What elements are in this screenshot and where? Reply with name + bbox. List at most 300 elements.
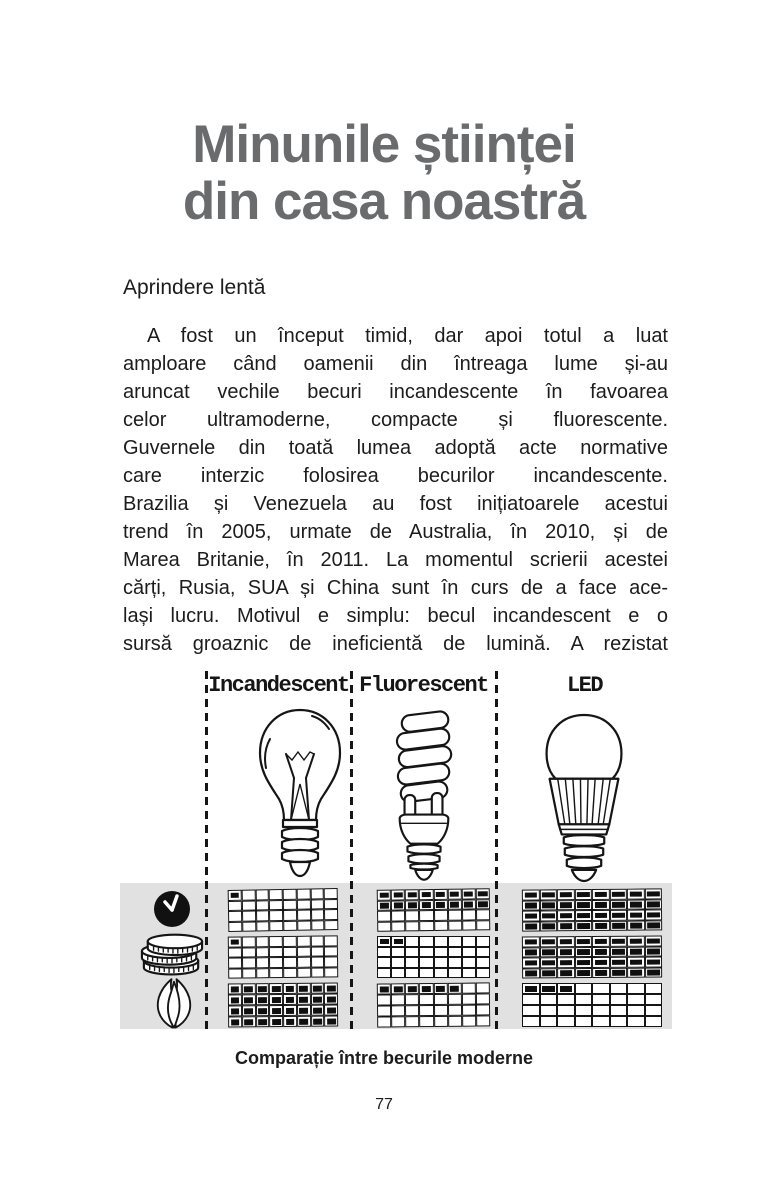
grid-cell xyxy=(419,889,433,900)
grid-cell xyxy=(242,1016,256,1027)
grid-cell xyxy=(462,994,476,1005)
grid-cell xyxy=(405,889,419,900)
grid-cell xyxy=(228,994,242,1005)
grid-cell xyxy=(592,946,610,957)
grid-cell xyxy=(433,983,447,994)
grid-cell xyxy=(228,968,242,979)
grid-cell xyxy=(434,1005,448,1016)
grid-cell xyxy=(283,994,297,1005)
grid-cell xyxy=(324,909,338,920)
grid-cell xyxy=(557,921,575,932)
grid-cell xyxy=(476,888,490,899)
grid-cell xyxy=(324,920,338,931)
grid-cell xyxy=(297,946,311,957)
led-bulb-drawing xyxy=(531,711,637,883)
grid-cell xyxy=(405,968,419,979)
grid-cell xyxy=(391,994,405,1005)
grid-cell xyxy=(644,936,662,947)
grid-cell xyxy=(241,889,255,900)
grid-cell xyxy=(433,899,447,910)
grid-cell xyxy=(592,1016,610,1027)
grid-cell xyxy=(391,968,405,979)
grid-cell xyxy=(269,957,283,968)
grid-cell xyxy=(324,956,338,967)
grid-cell xyxy=(269,936,283,947)
grid-cell xyxy=(269,889,283,900)
grid-cell xyxy=(324,935,338,946)
grid-cell xyxy=(609,946,627,957)
grid-cell xyxy=(476,899,490,910)
grid-cell xyxy=(522,910,540,921)
grid-cell xyxy=(448,994,462,1005)
grid-cell xyxy=(283,946,297,957)
grid-cell xyxy=(242,1005,256,1016)
grid-cell xyxy=(297,983,311,994)
grid-cell xyxy=(324,967,338,978)
grid-cell xyxy=(645,967,663,978)
grid-cell xyxy=(644,888,662,899)
incandescent-bulb-drawing xyxy=(250,705,350,883)
grid-cell xyxy=(434,947,448,958)
grid-flame-incandescent xyxy=(228,983,338,1028)
grid-cell xyxy=(405,910,419,921)
grid-cell xyxy=(405,936,419,947)
grid-cell xyxy=(391,983,405,994)
flame-icon xyxy=(148,975,200,1031)
grid-cell xyxy=(627,899,645,910)
grid-cell xyxy=(405,957,419,968)
grid-cell xyxy=(522,900,540,911)
grid-cell xyxy=(476,936,490,947)
grid-cell xyxy=(522,936,540,947)
grid-cell xyxy=(228,1005,242,1016)
grid-cell xyxy=(540,994,558,1005)
grid-cell xyxy=(540,921,558,932)
grid-cell xyxy=(405,983,419,994)
grid-cell xyxy=(377,911,391,922)
grid-cell xyxy=(575,910,593,921)
grid-cell xyxy=(420,920,434,931)
grid-cell xyxy=(324,1016,338,1027)
figure-caption: Comparație între becurile moderne xyxy=(234,1048,534,1068)
grid-cell xyxy=(255,983,269,994)
grid-cell xyxy=(311,920,325,931)
grid-cell xyxy=(324,1005,338,1016)
grid-cell xyxy=(539,900,557,911)
grid-cell xyxy=(522,994,540,1005)
grid-cell xyxy=(269,1005,283,1016)
paragraph-line: Marea Britanie, în 2011. La momentul scrierii acestei xyxy=(123,549,668,571)
grid-cell xyxy=(462,947,476,958)
grid-cell xyxy=(645,1005,663,1016)
grid-cell xyxy=(522,957,540,968)
grid-cell xyxy=(419,957,433,968)
grid-cell xyxy=(283,1005,297,1016)
grid-cell xyxy=(476,1004,490,1015)
grid-cell xyxy=(462,1005,476,1016)
grid-cell xyxy=(297,1005,311,1016)
grid-cell xyxy=(311,967,325,978)
grid-cell xyxy=(592,889,610,900)
grid-cell xyxy=(540,983,558,994)
grid-cell xyxy=(557,983,575,994)
grid-cell xyxy=(242,983,256,994)
grid-cell xyxy=(627,910,645,921)
paragraph-line: Guvernele din toată lumea adoptă acte normative xyxy=(123,437,668,459)
grid-cell xyxy=(269,947,283,958)
grid-cell xyxy=(522,947,540,958)
grid-cell xyxy=(256,910,270,921)
grid-cell xyxy=(311,1016,325,1027)
grid-cell xyxy=(255,994,269,1005)
grid-cell xyxy=(391,921,405,932)
grid-cell xyxy=(448,1016,462,1027)
grid-cell xyxy=(377,1016,391,1027)
grid-cell xyxy=(627,920,645,931)
grid-cell xyxy=(592,936,610,947)
title-line-1: Minunile științei xyxy=(192,115,576,174)
grid-cell xyxy=(462,899,476,910)
grid-cell xyxy=(434,920,448,931)
bulb-comparison-figure xyxy=(0,671,768,1036)
grid-cell xyxy=(377,921,391,932)
grid-cell xyxy=(391,900,405,911)
grid-cell xyxy=(448,957,462,968)
grid-cell xyxy=(296,889,310,900)
grid-cell xyxy=(310,935,324,946)
grid-cell xyxy=(448,936,462,947)
grid-cell xyxy=(557,936,575,947)
grid-cell xyxy=(228,947,242,958)
grid-cell xyxy=(310,983,324,994)
grid-cell xyxy=(297,994,311,1005)
grid-cell xyxy=(610,1005,628,1016)
dashed-divider xyxy=(350,671,353,1029)
grid-cell xyxy=(324,946,338,957)
grid-cell xyxy=(256,1005,270,1016)
grid-cell xyxy=(256,957,270,968)
grid-cell xyxy=(644,909,662,920)
grid-cell xyxy=(557,889,575,900)
grid-cell xyxy=(283,1016,297,1027)
grid-cell xyxy=(419,910,433,921)
grid-cell xyxy=(419,1005,433,1016)
grid-cell xyxy=(609,910,627,921)
grid-cell xyxy=(476,982,490,993)
grid-cell xyxy=(419,936,433,947)
grid-cell xyxy=(310,946,324,957)
grid-cell xyxy=(434,1016,448,1027)
grid-cell xyxy=(476,920,490,931)
grid-cell xyxy=(574,900,592,911)
paragraph-line: lași lucru. Motivul e simplu: becul incandescent e o xyxy=(123,605,668,627)
grid-cell xyxy=(592,899,610,910)
grid-cell xyxy=(557,994,575,1005)
paragraph-line: amploare când oamenii din întreaga lume și-au xyxy=(123,353,668,375)
grid-cell xyxy=(377,890,391,901)
grid-cell xyxy=(255,889,269,900)
paragraph-line: A fost un început timid, dar apoi totul a luat xyxy=(147,325,668,347)
grid-cell xyxy=(592,910,610,921)
grid-cell xyxy=(627,983,645,994)
grid-cell xyxy=(391,957,405,968)
grid-cell xyxy=(419,968,433,979)
grid-cell xyxy=(228,890,242,901)
paragraph-line: care interzic folosirea becurilor incandescente. xyxy=(123,465,668,487)
grid-cell xyxy=(324,888,338,899)
grid-cell xyxy=(592,967,610,978)
grid-cell xyxy=(283,920,297,931)
grid-cell xyxy=(297,1016,311,1027)
grid-cell xyxy=(283,910,297,921)
grid-cell xyxy=(283,936,297,947)
dashed-divider xyxy=(495,671,498,1029)
grid-cell xyxy=(574,936,592,947)
grid-cell xyxy=(574,889,592,900)
grid-cell xyxy=(627,946,645,957)
grid-cell xyxy=(476,993,490,1004)
grid-cell xyxy=(447,899,461,910)
grid-cell xyxy=(539,889,557,900)
grid-cell xyxy=(609,889,627,900)
grid-cell xyxy=(575,994,593,1005)
grid-cell xyxy=(476,1015,490,1026)
title-line-2: din casa noastră xyxy=(182,172,586,231)
grid-cell xyxy=(462,920,476,931)
page-title xyxy=(0,0,768,230)
grid-cell xyxy=(419,983,433,994)
grid-cell xyxy=(462,957,476,968)
grid-cell xyxy=(610,1016,628,1027)
grid-cell xyxy=(448,920,462,931)
grid-cell xyxy=(405,1005,419,1016)
grid-cell xyxy=(575,920,593,931)
grid-cell xyxy=(419,1016,433,1027)
grid-cell xyxy=(405,921,419,932)
grid-cell xyxy=(627,1005,645,1016)
grid-cell xyxy=(377,936,391,947)
grid-cell xyxy=(447,889,461,900)
grid-cell xyxy=(324,899,338,910)
grid-cell xyxy=(462,983,476,994)
grid-cell xyxy=(476,947,490,958)
grid-cell xyxy=(644,946,662,957)
grid-cell xyxy=(592,994,610,1005)
grid-cell xyxy=(405,947,419,958)
grid-cell xyxy=(644,899,662,910)
grid-cell xyxy=(310,888,324,899)
grid-cell xyxy=(391,910,405,921)
grid-cell xyxy=(377,947,391,958)
grid-cell xyxy=(391,936,405,947)
grid-cell xyxy=(539,936,557,947)
grid-cell xyxy=(310,1005,324,1016)
grid-cell xyxy=(269,920,283,931)
grid-cell xyxy=(405,994,419,1005)
grid-cell xyxy=(228,937,242,948)
grid-cell xyxy=(462,968,476,979)
grid-cell xyxy=(297,967,311,978)
grid-cell xyxy=(540,1016,558,1027)
grid-cell xyxy=(228,1016,242,1027)
grid-cell xyxy=(377,994,391,1005)
fluorescent-bulb-drawing xyxy=(388,709,460,885)
grid-cell xyxy=(242,921,256,932)
grid-cell xyxy=(610,967,628,978)
grid-cell xyxy=(522,1005,540,1016)
grid-cell xyxy=(242,994,256,1005)
grid-cell xyxy=(557,1005,575,1016)
grid-cell xyxy=(557,968,575,979)
grid-cell xyxy=(269,1016,283,1027)
grid-cell xyxy=(627,936,645,947)
grid-cell xyxy=(310,899,324,910)
grid-cell xyxy=(627,967,645,978)
dashed-divider xyxy=(205,671,208,1029)
grid-cell xyxy=(522,1016,540,1027)
grid-cell xyxy=(283,957,297,968)
grid-cell xyxy=(269,983,283,994)
grid-cell xyxy=(391,889,405,900)
grid-cell xyxy=(447,983,461,994)
grid-cell xyxy=(256,968,270,979)
grid-cell xyxy=(377,968,391,979)
grid-cell xyxy=(310,909,324,920)
grid-cell xyxy=(255,936,269,947)
grid-cell xyxy=(228,921,242,932)
grid-cell xyxy=(522,983,540,994)
grid-cell xyxy=(255,947,269,958)
grid-cell xyxy=(405,1016,419,1027)
grid-cell xyxy=(255,900,269,911)
grid-cell xyxy=(476,968,490,979)
grid-cell xyxy=(462,909,476,920)
paragraph-line: celor ultramoderne, compacte și fluorescente. xyxy=(123,409,668,431)
column-label-led: LED xyxy=(566,673,603,698)
section-subtitle: Aprindere lentă xyxy=(123,276,266,299)
body-paragraph xyxy=(123,322,668,658)
grid-clock-led xyxy=(522,888,662,931)
grid-cell xyxy=(540,910,558,921)
grid-cell xyxy=(297,899,311,910)
grid-cell xyxy=(324,983,338,994)
grid-cell xyxy=(522,968,540,979)
grid-cell xyxy=(256,921,270,932)
grid-cell xyxy=(645,983,663,994)
grid-cell xyxy=(283,889,297,900)
grid-cell xyxy=(462,936,476,947)
grid-cell xyxy=(391,947,405,958)
grid-cell xyxy=(476,957,490,968)
column-label-fluorescent: Fluorescent xyxy=(359,673,488,698)
grid-cell xyxy=(434,957,448,968)
grid-cell xyxy=(391,1005,405,1016)
grid-cell xyxy=(434,910,448,921)
grid-cell xyxy=(575,1016,593,1027)
grid-cell xyxy=(269,994,283,1005)
grid-cell xyxy=(242,957,256,968)
grid-cell xyxy=(434,936,448,947)
grid-cell xyxy=(609,899,627,910)
grid-flame-fluorescent xyxy=(377,982,490,1027)
grid-cell xyxy=(575,967,593,978)
grid-cell xyxy=(377,1005,391,1016)
grid-cell xyxy=(241,936,255,947)
grid-cell xyxy=(461,888,475,899)
grid-cell xyxy=(377,900,391,911)
grid-cell xyxy=(242,968,256,979)
grid-cell xyxy=(645,1016,663,1027)
grid-cell xyxy=(540,957,558,968)
grid-cell xyxy=(592,1005,610,1016)
grid-cell xyxy=(228,911,242,922)
grid-cell xyxy=(627,957,645,968)
grid-cell xyxy=(377,957,391,968)
grid-cell xyxy=(575,1005,593,1016)
grid-cell xyxy=(405,900,419,911)
grid-cell xyxy=(297,910,311,921)
grid-cell xyxy=(627,889,645,900)
grid-cell xyxy=(324,994,338,1005)
grid-cell xyxy=(242,910,256,921)
grid-flame-led xyxy=(522,983,662,1027)
grid-cell xyxy=(256,1016,270,1027)
paragraph-line: trend în 2005, urmate de Australia, în 2010, și de xyxy=(123,521,668,543)
grid-cell xyxy=(433,994,447,1005)
grid-cell xyxy=(269,967,283,978)
grid-cell xyxy=(610,983,628,994)
grid-cell xyxy=(522,889,540,900)
grid-cell xyxy=(540,968,558,979)
grid-cell xyxy=(433,889,447,900)
grid-cell xyxy=(283,899,297,910)
grid-cell xyxy=(448,947,462,958)
grid-cell xyxy=(645,994,663,1005)
grid-cell xyxy=(645,920,663,931)
grid-cell xyxy=(419,900,433,911)
grid-cell xyxy=(610,994,628,1005)
grid-cell xyxy=(269,910,283,921)
grid-cell xyxy=(434,968,448,979)
grid-cell xyxy=(609,957,627,968)
grid-cell xyxy=(609,936,627,947)
grid-cell xyxy=(557,957,575,968)
grid-cell xyxy=(310,956,324,967)
grid-coins-fluorescent xyxy=(377,936,490,978)
grid-cell xyxy=(557,910,575,921)
grid-cell xyxy=(592,957,610,968)
grid-cell xyxy=(575,983,593,994)
grid-coins-led xyxy=(522,936,662,979)
grid-cell xyxy=(448,1005,462,1016)
grid-coins-incandescent xyxy=(228,935,339,978)
coins-icon xyxy=(140,933,204,977)
clock-icon xyxy=(152,889,192,929)
grid-cell xyxy=(269,900,283,911)
grid-cell xyxy=(610,920,628,931)
grid-cell xyxy=(228,958,242,969)
paragraph-line: Brazilia și Venezuela au fost inițiatoarele acestui xyxy=(123,493,668,515)
paragraph-line: sursă groaznic de ineficientă de lumină. A rezistat xyxy=(123,633,668,655)
grid-cell xyxy=(310,994,324,1005)
grid-cell xyxy=(448,910,462,921)
grid-cell xyxy=(627,1016,645,1027)
grid-cell xyxy=(296,936,310,947)
grid-cell xyxy=(476,909,490,920)
grid-cell xyxy=(644,957,662,968)
grid-cell xyxy=(242,947,256,958)
grid-cell xyxy=(448,968,462,979)
